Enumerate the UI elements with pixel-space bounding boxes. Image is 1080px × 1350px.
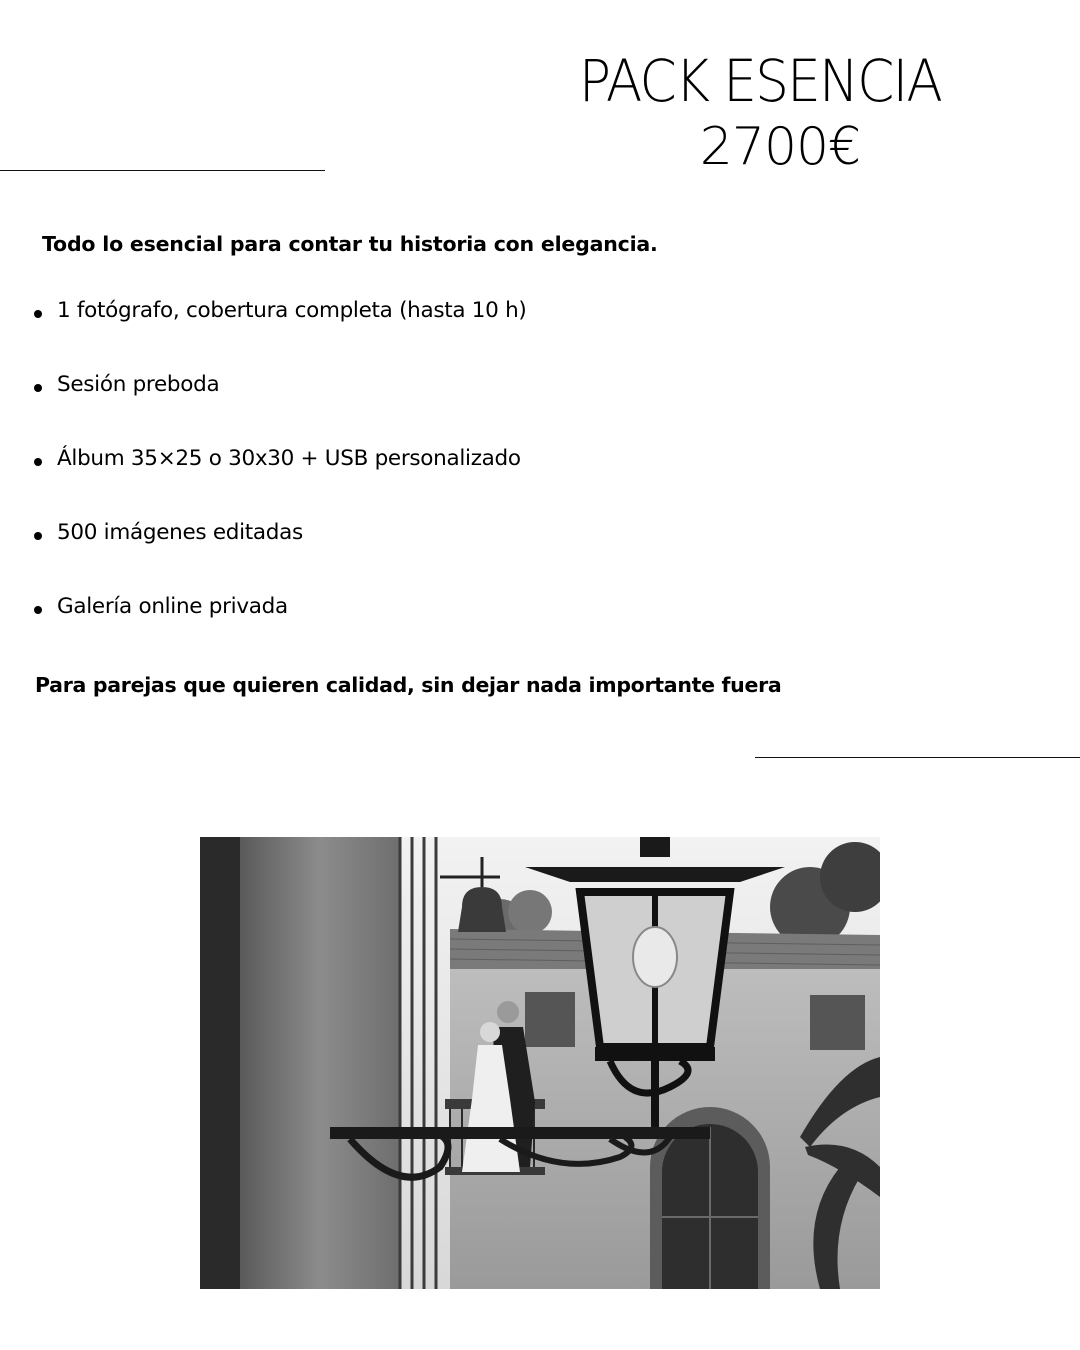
bullet-icon xyxy=(34,384,42,392)
divider-left xyxy=(0,170,325,171)
closing-text: Para parejas que quieren calidad, sin dejar nada importante fuera xyxy=(35,673,782,697)
bullet-icon xyxy=(34,532,42,540)
pack-price: 2700€ xyxy=(699,117,861,177)
bullet-icon xyxy=(34,458,42,466)
divider-right xyxy=(755,757,1080,758)
pack-title: PACK ESENCIA xyxy=(578,47,942,115)
wedding-photo xyxy=(200,837,880,1289)
intro-text: Todo lo esencial para contar tu historia con elegancia. xyxy=(42,232,658,256)
bullet-icon xyxy=(34,310,42,318)
bullet-icon xyxy=(34,606,42,614)
